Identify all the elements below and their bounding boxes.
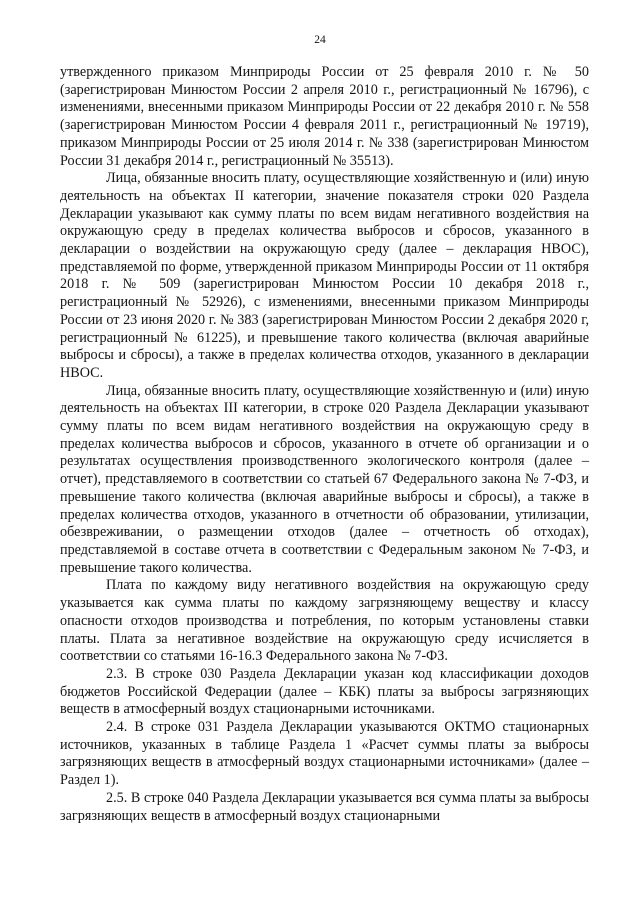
paragraph-2-5: 2.5. В строке 040 Раздела Декларации указывается вся сумма платы за выбросы загрязняющих веществ в атмосферный воздух стационарными (60, 789, 589, 824)
paragraph-continuation: утвержденного приказом Минприроды России от 25 февраля 2010 г. № 50 (зарегистрирован Минюстом России 2 апреля 2010 г., регистрационный № 16796), с изменениями, внесенными приказом Минприроды России от 22 декабря 2010 г. № 558 (зарегистрирован Минюстом России 4 февраля 2011 г., регистрационный № 19719), приказом Минприроды России от 25 июля 2014 г. № 338 (зарегистрирован Минюстом России 31 декабря 2014 г., регистрационный № 35513). (60, 64, 589, 169)
paragraph-category-iii: Лица, обязанные вносить плату, осуществляющие хозяйственную и (или) иную деятельность на объектах III категории, в строке 020 Раздела Декларации указывают сумму платы по всем видам негативного воздействия на окружающую среду в пределах количества выбросов и сбросов, указанного в отчете об организации и о результатах осуществления производственного экологического контроля (далее – отчет), представляемого в соответствии со статьей 67 Федерального закона № 7-ФЗ, и превышение такого количества (включая аварийные выбросы и сбросы), а также в пределах количества отходов, указанного в отчетности об образовании, утилизации, обезвреживании, о размещении отходов (далее – отчетность об отходах), представляемой в составе отчета в соответствии с Федеральным законом № 7-ФЗ, и превышение такого количества. (60, 382, 589, 576)
document-body (60, 64, 589, 825)
paragraph-2-4: 2.4. В строке 031 Раздела Декларации указываются ОКТМО стационарных источников, указанных в таблице Раздела 1 «Расчет суммы платы за выбросы загрязняющих веществ в атмосферный воздух стационарными источниками» (далее – Раздел 1). (60, 719, 589, 789)
paragraph-category-ii: Лица, обязанные вносить плату, осуществляющие хозяйственную и (или) иную деятельность на объектах II категории, значение показателя строки 020 Раздела Декларации указывают как сумму платы по всем видам негативного воздействия на окружающую среду в пределах количества выбросов и сбросов, указанного в декларации о воздействии на окружающую среду (далее – декларация НВОС), представляемой по форме, утвержденной приказом Минприроды России от 11 октября 2018 г. № 509 (зарегистрирован Минюстом России 10 декабря 2018 г., регистрационный № 52926), с изменениями, внесенными приказом Минприроды России от 23 июня 2020 г. № 383 (зарегистрирован Минюстом России 2 декабря 2020 г, регистрационный № 61225), и превышение такого количества (включая аварийные выбросы и сбросы), а также в пределах количества отходов, указанного в декларации НВОС. (60, 170, 589, 381)
page-number: 24 (314, 34, 326, 46)
paragraph-2-3: 2.3. В строке 030 Раздела Декларации указан код классификации доходов бюджетов Российской Федерации (далее – КБК) платы за выбросы загрязняющих веществ в атмосферный воздух стационарными источниками. (60, 665, 589, 718)
paragraph-payment-calculation: Плата по каждому виду негативного воздействия на окружающую среду указывается как сумма платы по каждому загрязняющему веществу и классу опасности отходов производства и потребления, по которым установлены ставки платы. Плата за негативное воздействие на окружающую среду исчисляется в соответствии со статьями 16-16.3 Федерального закона № 7-ФЗ. (60, 577, 589, 665)
